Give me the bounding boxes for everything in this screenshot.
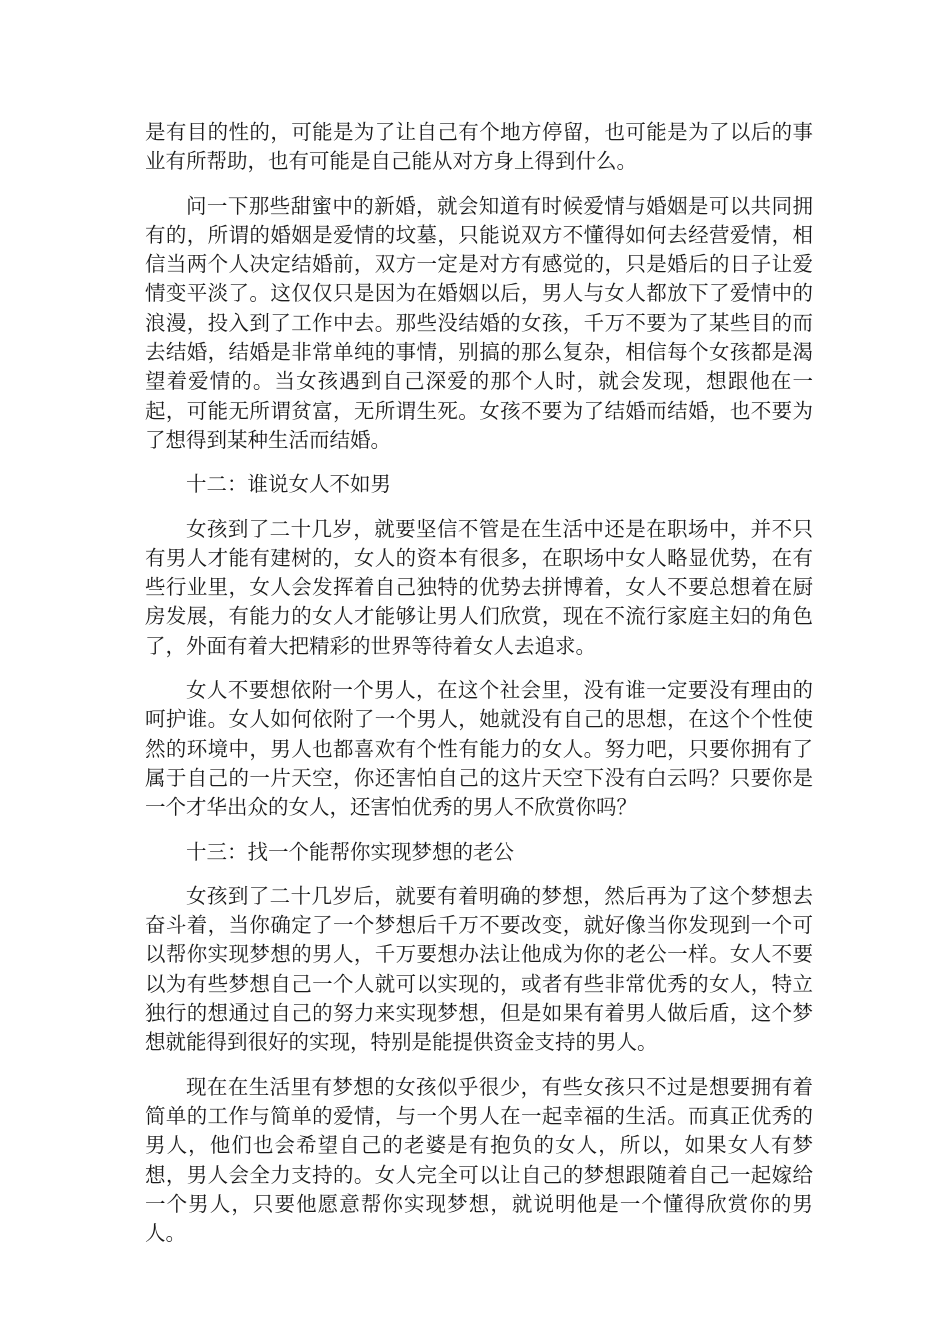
paragraph-3: 女孩到了二十几岁，就要坚信不管是在生活中还是在职场中，并不只有男人才能有建树的，女人的资本有很多，在职场中女人略显优势，在有些行业里，女人会发挥着自己独特的优势去拼博着，女人不要总想着在厨房发展，有能力的女人才能够让男人们欣赏，现在不流行家庭主妇的角色了，外面有着大把精彩的世界等待着女人去追求。	[145, 516, 813, 658]
document-body	[145, 118, 813, 1263]
paragraph-1: 是有目的性的，可能是为了让自己有个地方停留，也可能是为了以后的事业有所帮助，也有可能是自己能从对方身上得到什么。	[145, 120, 813, 174]
paragraph-2: 问一下那些甜蜜中的新婚，就会知道有时候爱情与婚姻是可以共同拥有的，所谓的婚姻是爱情的坟墓，只能说双方不懂得如何去经营爱情，相信当两个人决定结婚前，双方一定是对方有感觉的，只是婚后的日子让爱情变平淡了。这仅仅只是因为在婚姻以后，男人与女人都放下了爱情中的浪漫，投入到了工作中去。那些没结婚的女孩，千万不要为了某些目的而去结婚，结婚是非常单纯的事情，别搞的那么复杂，相信每个女孩都是渴望着爱情的。当女孩遇到自己深爱的那个人时，就会发现，想跟他在一起，可能无所谓贫富，无所谓生死。女孩不要为了结婚而结婚，也不要为了想得到某种生活而结婚。	[145, 193, 813, 452]
paragraph-4: 女人不要想依附一个男人，在这个社会里，没有谁一定要没有理由的呵护谁。女人如何依附了一个男人，她就没有自己的思想，在这个个性使然的环境中，男人也都喜欢有个性有能力的女人。努力吧，只要你拥有了属于自己的一片天空，你还害怕自己的这片天空下没有白云吗？只要你是一个才华出众的女人，还害怕优秀的男人不欣赏你吗？	[145, 678, 813, 820]
section-heading-13: 十三：找一个能帮你实现梦想的老公	[186, 839, 514, 864]
section-heading-12: 十二：谁说女人不如男	[186, 472, 391, 497]
paragraph-5: 女孩到了二十几岁后，就要有着明确的梦想，然后再为了这个梦想去奋斗着，当你确定了一个梦想后千万不要改变，就好像当你发现到一个可以帮你实现梦想的男人，千万要想办法让他成为你的老公一样。女人不要以为有些梦想自己一个人就可以实现的，或者有些非常优秀的女人，特立独行的想通过自己的努力来实现梦想，但是如果有着男人做后盾，这个梦想就能得到很好的实现，特别是能提供资金支持的男人。	[145, 883, 813, 1055]
paragraph-6: 现在在生活里有梦想的女孩似乎很少，有些女孩只不过是想要拥有着简单的工作与简单的爱情，与一个男人在一起幸福的生活。而真正优秀的男人，他们也会希望自己的老婆是有抱负的女人，所以，如果女人有梦想，男人会全力支持的。女人完全可以让自己的梦想跟随着自己一起嫁给一个男人，只要他愿意帮你实现梦想，就说明他是一个懂得欣赏你的男人。	[145, 1074, 813, 1246]
